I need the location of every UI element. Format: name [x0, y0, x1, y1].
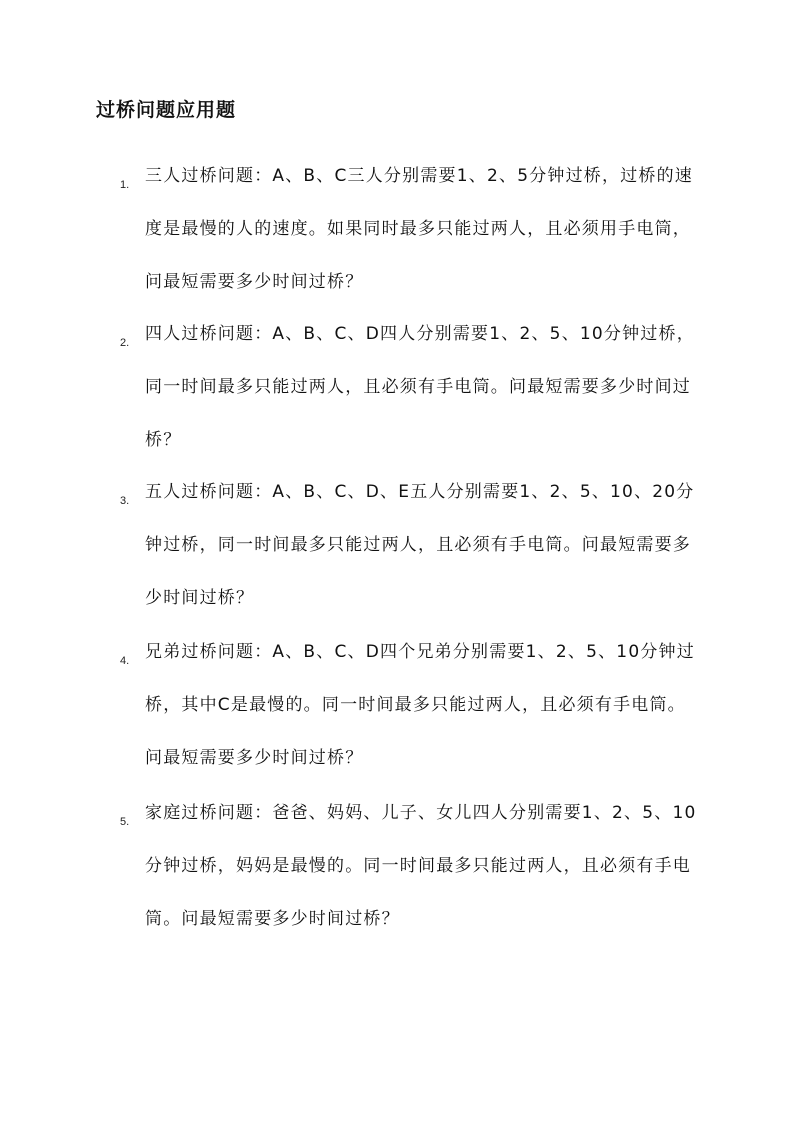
question-number: 5.	[120, 816, 130, 828]
question-text: 兄弟过桥问题：A、B、C、D四个兄弟分别需要1、2、5、10分钟过桥，其中C是最慢的。同一时间最多只能过两人，且必须有手电筒。问最短需要多少时间过桥？	[145, 642, 695, 768]
question-text: 四人过桥问题：A、B、C、D四人分别需要1、2、5、10分钟过桥，同一时间最多只能过两人，且必须有手电筒。问最短需要多少时间过桥？	[145, 324, 695, 450]
question-number: 2.	[120, 337, 130, 349]
question-text: 五人过桥问题：A、B、C、D、E五人分别需要1、2、5、10、20分钟过桥，同一时间最多只能过两人，且必须有手电筒。问最短需要多少时间过桥？	[145, 482, 695, 608]
question-text: 家庭过桥问题：爸爸、妈妈、儿子、女儿四人分别需要1、2、5、10分钟过桥，妈妈是最慢的。同一时间最多只能过两人，且必须有手电筒。问最短需要多少时间过桥？	[145, 803, 697, 929]
document-title: 过桥问题应用题	[96, 99, 237, 121]
question-text: 三人过桥问题：A、B、C三人分别需要1、2、5分钟过桥，过桥的速度是最慢的人的速度。如果同时最多只能过两人，且必须用手电筒，问最短需要多少时间过桥？	[145, 166, 694, 292]
question-number: 4.	[120, 655, 130, 667]
question-number: 3.	[120, 495, 130, 507]
question-number: 1.	[120, 179, 130, 191]
